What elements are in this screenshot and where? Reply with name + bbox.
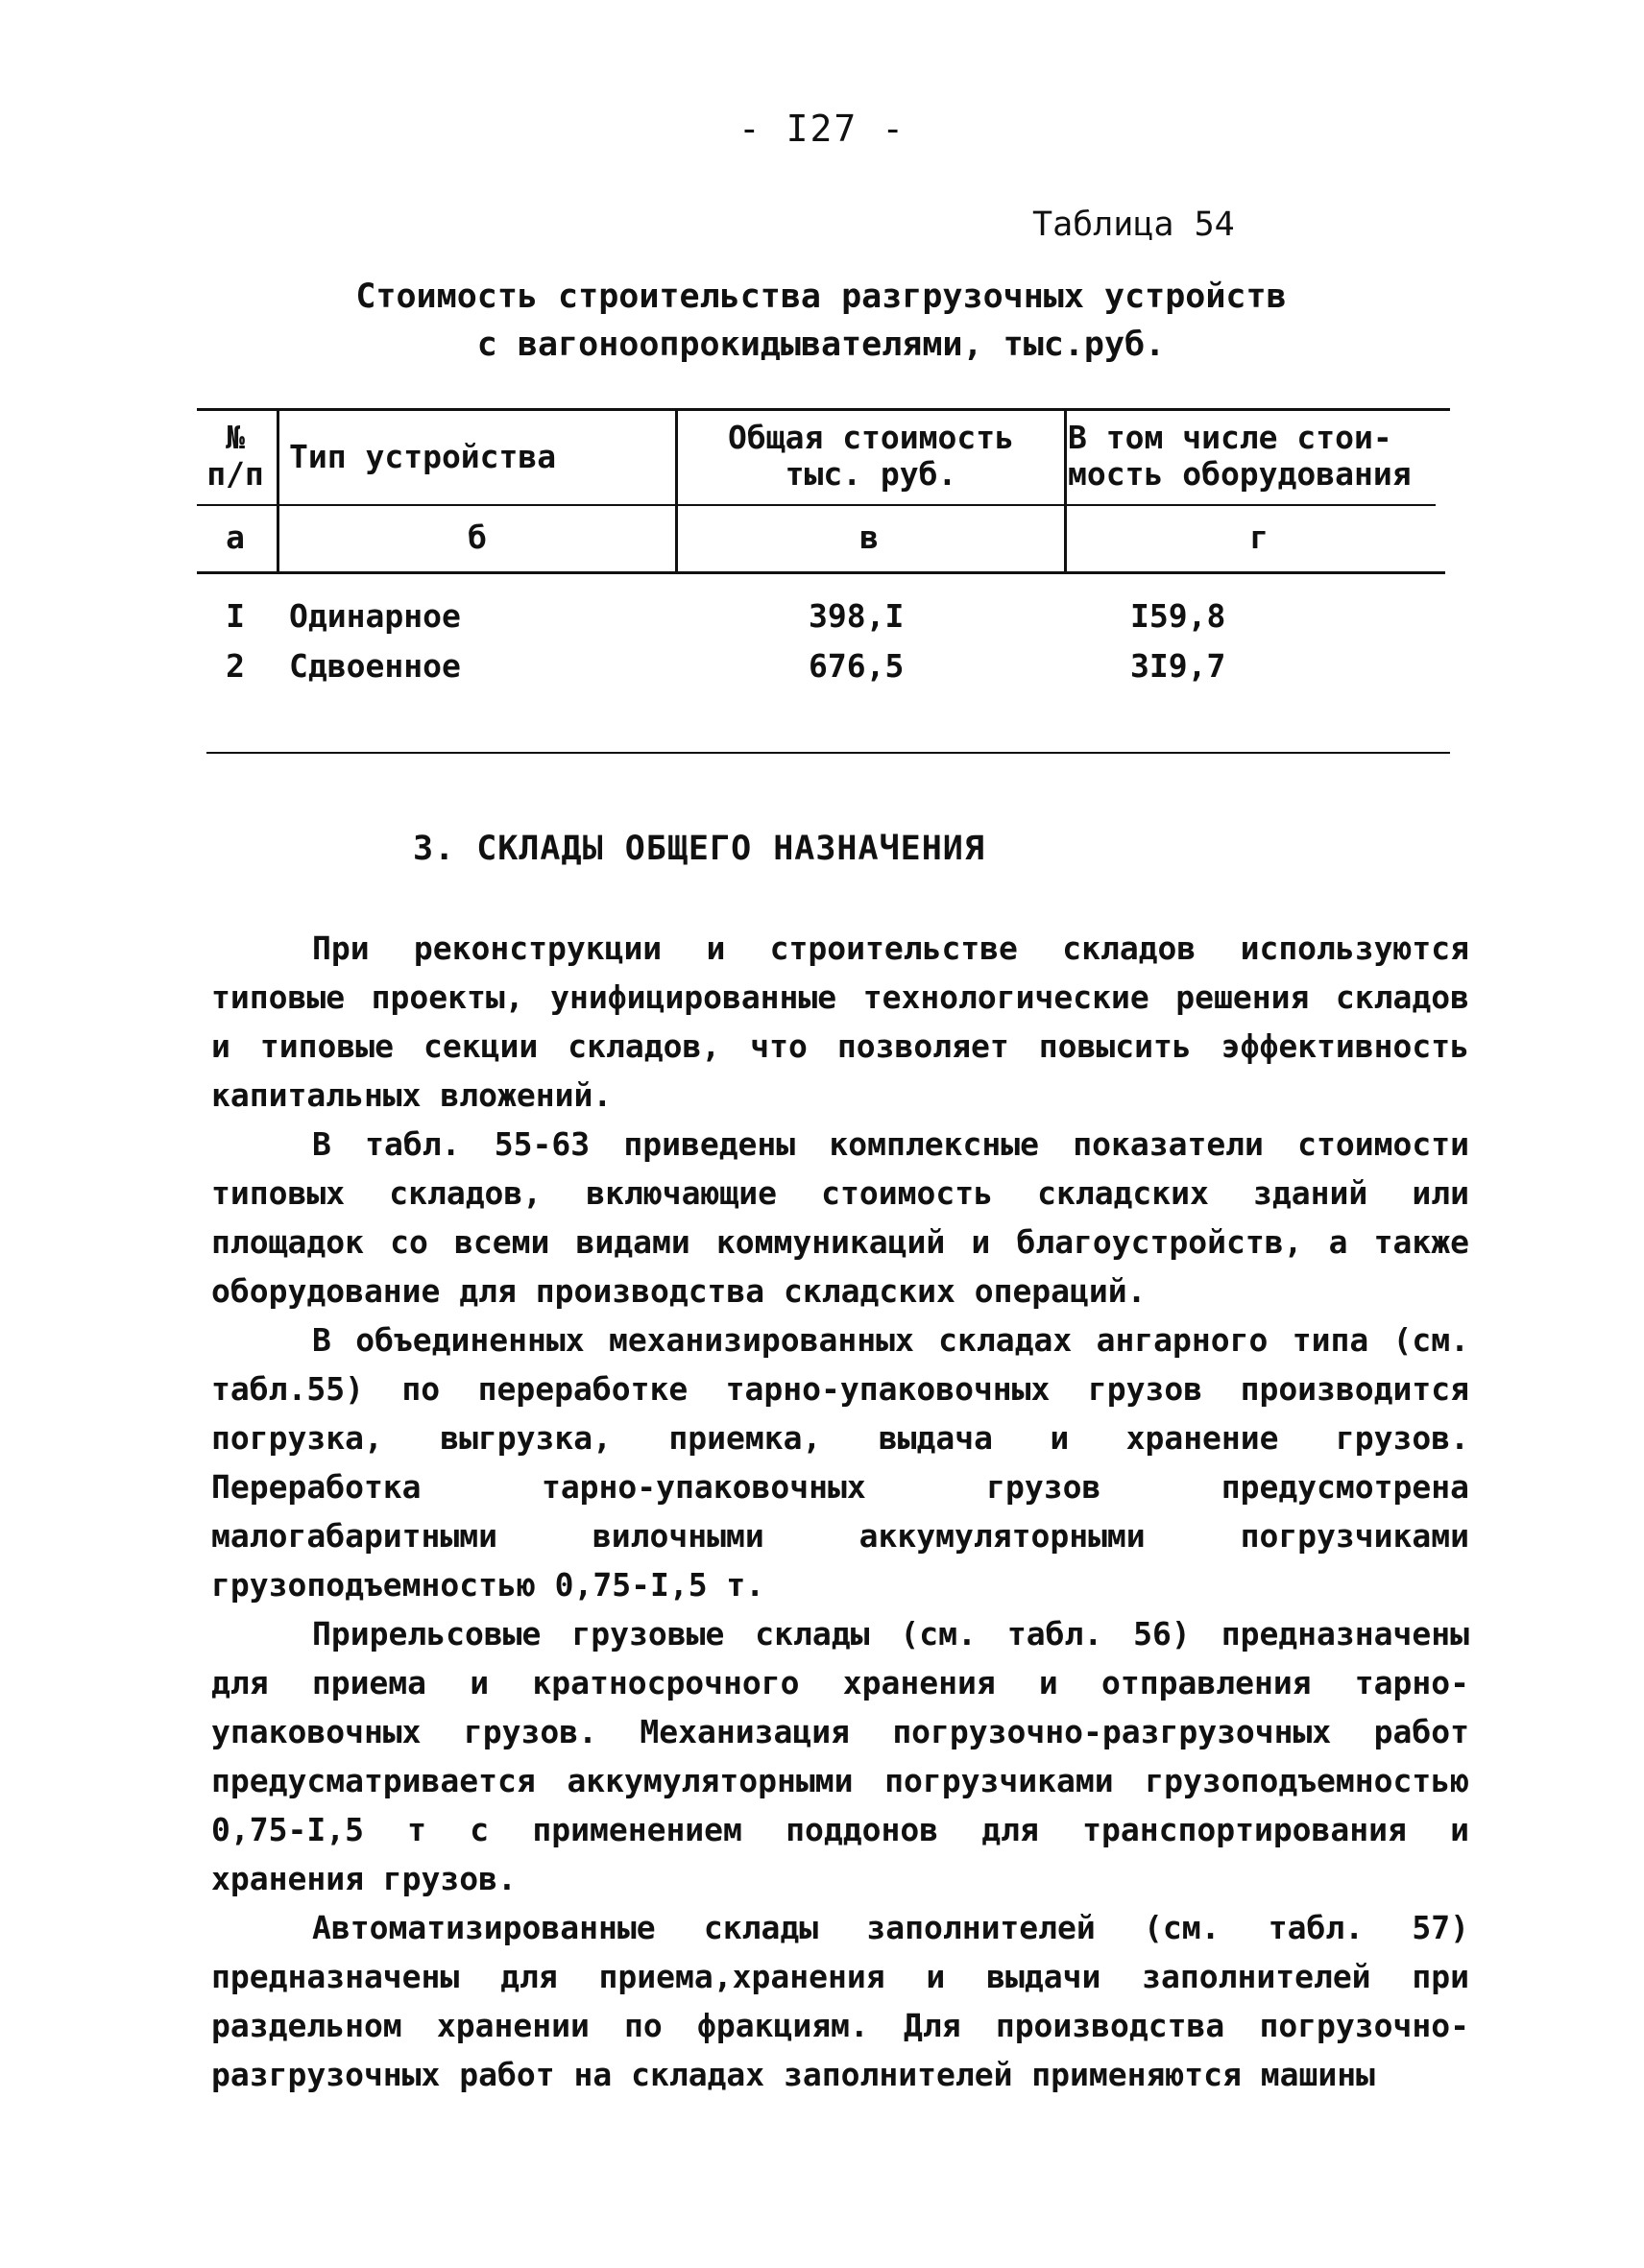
- header-total-line-1: Общая стоимость: [727, 419, 1014, 456]
- header-equipment: [1068, 420, 1450, 493]
- header-total-line-2: тыс. руб.: [785, 455, 957, 493]
- table-label: Таблица 54: [1032, 205, 1235, 244]
- table-caption: [317, 273, 1325, 369]
- header-num-line-1: №: [226, 419, 245, 456]
- column-letter-b: б: [468, 519, 487, 556]
- table-bottom-rule: [206, 752, 1450, 754]
- paragraph: Прирельсовые грузовые склады (см. табл. 56) предназначены для приема и кратносрочного хранения и отправления тарно-упаковочных грузов. Механизация погрузочно-разгрузочных работ предусматривается аккумуляторными погрузчиками грузоподъемностью 0,75-I,5 т с применением поддонов для транспортирования и хранения грузов.: [211, 1615, 1469, 1897]
- row-type: Сдвоенное: [289, 647, 461, 685]
- row-equipment: I59,8: [1130, 597, 1226, 635]
- header-type: Тип устройства: [289, 438, 557, 475]
- table-top-rule: [197, 408, 1450, 411]
- row-num: I: [226, 597, 245, 635]
- row-total: 398,I: [809, 597, 905, 635]
- caption-line-1: Стоимость строительства разгрузочных устройств: [355, 277, 1287, 316]
- row-num: 2: [226, 647, 245, 685]
- column-letter-a: а: [226, 519, 245, 556]
- column-letter-v: в: [859, 519, 879, 556]
- table-letters-rule: [197, 571, 1445, 574]
- cost-table: [197, 408, 1450, 802]
- header-num-line-2: п/п: [206, 455, 264, 493]
- section-title: 3. СКЛАДЫ ОБЩЕГО НАЗНАЧЕНИЯ: [413, 830, 985, 868]
- row-type: Одинарное: [289, 597, 461, 635]
- row-equipment: 3I9,7: [1130, 647, 1226, 685]
- paragraph: В объединенных механизированных складах ангарного типа (см. табл.55) по переработке тарно-упаковочных грузов производится погрузка, выгрузка, приемка, выдача и хранение грузов. Переработка тарно-упаковочных грузов предусмотрена малогабаритными вилочными аккумуляторными погрузчиками грузоподъемностью 0,75-I,5 т.: [211, 1321, 1469, 1604]
- header-equipment-line-2: мость оборудования: [1068, 455, 1412, 493]
- column-letter-g: г: [1249, 519, 1269, 556]
- caption-line-2: с вагоноопрокидывателями, тыс.руб.: [476, 326, 1166, 364]
- section-body: [211, 924, 1469, 2099]
- header-equipment-line-1: В том числе стои-: [1068, 419, 1392, 456]
- paragraph: В табл. 55-63 приведены комплексные показатели стоимости типовых складов, включающие стоимость складских зданий или площадок со всеми видами коммуникаций и благоустройств, а также оборудование для производства складских операций.: [211, 1125, 1469, 1310]
- header-total: [681, 420, 1061, 493]
- paragraph: Автоматизированные склады заполнителей (см. табл. 57) предназначены для приема,хранения и выдачи заполнителей при раздельном хранении по фракциям. Для производства погрузочно-разгрузочных работ на складах заполнителей применяются машины: [211, 1909, 1469, 2093]
- page-number: - I27 -: [737, 108, 907, 150]
- row-total: 676,5: [809, 647, 905, 685]
- header-num: [197, 420, 274, 493]
- paragraph: При реконструкции и строительстве складов используются типовые проекты, унифицированные технологические решения складов и типовые секции складов, что позволяет повысить эффективность капитальных вложений.: [211, 929, 1469, 1114]
- table-header-rule: [197, 504, 1436, 506]
